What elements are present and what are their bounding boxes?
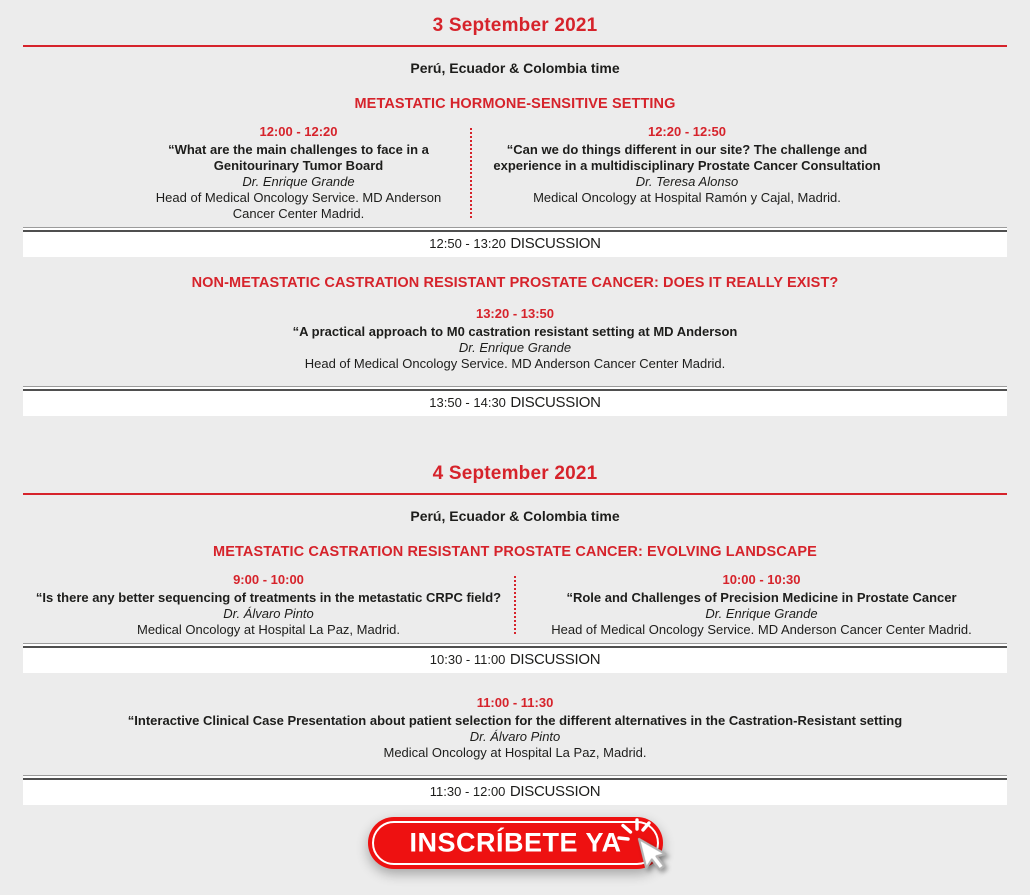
- session-time: 9:00 - 10:00: [233, 572, 304, 587]
- session-title: “A practical approach to M0 castration resistant setting at MD Anderson: [292, 324, 738, 339]
- day-1-section-2-heading: NON-METASTATIC CASTRATION RESISTANT PROSTATE CANCER: DOES IT REALLY EXIST?: [191, 275, 839, 291]
- register-button[interactable]: [368, 817, 663, 869]
- session-affiliation: Medical Oncology at Hospital La Paz, Madrid.: [136, 622, 400, 637]
- discussion-label: DISCUSSION: [510, 394, 601, 411]
- session-affiliation: Medical Oncology at Hospital Ramón y Cajal, Madrid.: [533, 190, 841, 205]
- day-1-section-1-heading: METASTATIC HORMONE-SENSITIVE SETTING: [354, 96, 676, 112]
- discussion-band: [23, 227, 1007, 257]
- session-affiliation: Head of Medical Oncology Service. MD Anderson Cancer Center Madrid.: [304, 356, 726, 371]
- session-card: [65, 306, 965, 372]
- session-speaker: Dr. Enrique Grande: [458, 340, 572, 355]
- day-2-section-1-heading: METASTATIC CASTRATION RESISTANT PROSTATE CANCER: EVOLVING LANDSCAPE: [213, 544, 817, 560]
- session-affiliation: Medical Oncology at Hospital La Paz, Madrid.: [383, 745, 647, 760]
- session-title: “Role and Challenges of Precision Medicine in Prostate Cancer: [566, 590, 957, 605]
- session-title: “Interactive Clinical Case Presentation about patient selection for the different alternatives in the Castration-Resistant setting: [127, 713, 903, 728]
- register-button-label: INSCRÍBETE YA: [409, 827, 622, 858]
- session-card: [472, 124, 902, 206]
- session-time: 11:00 - 11:30: [476, 695, 554, 710]
- session-time: 10:00 - 10:30: [722, 572, 801, 587]
- discussion-time: 10:30 - 11:00: [429, 652, 506, 667]
- session-card: [516, 572, 1007, 638]
- day-2-timezone: Perú, Ecuador & Colombia time: [410, 508, 620, 524]
- click-burst-icon: [619, 820, 649, 839]
- day-2-date-heading: 4 September 2021: [432, 463, 598, 484]
- discussion-label: DISCUSSION: [509, 783, 601, 800]
- discussion-time: 13:50 - 14:30: [429, 395, 506, 410]
- session-speaker: Dr. Enrique Grande: [242, 174, 355, 189]
- day-1-timezone: Perú, Ecuador & Colombia time: [410, 60, 620, 76]
- session-time: 12:00 - 12:20: [259, 124, 338, 139]
- discussion-band: [23, 386, 1007, 416]
- session-time: 12:20 - 12:50: [647, 124, 727, 139]
- discussion-time: 12:50 - 13:20: [429, 236, 506, 251]
- discussion-label: DISCUSSION: [510, 235, 601, 252]
- cursor-click-icon: [613, 819, 679, 895]
- discussion-band: [23, 775, 1007, 805]
- session-title: “Can we do things different in our site? The challenge and experience in a multidisciplinary Prostate Cancer Consultation: [493, 142, 881, 173]
- day-1-session-row: [23, 124, 1007, 222]
- session-affiliation: Head of Medical Oncology Service. MD Anderson Cancer Center Madrid.: [155, 190, 442, 221]
- session-speaker: Dr. Enrique Grande: [705, 606, 818, 621]
- day-1-red-rule: [23, 45, 1007, 47]
- arrow-pointer-icon: [639, 834, 669, 873]
- day-2-red-rule: [23, 493, 1007, 495]
- session-speaker: Dr. Álvaro Pinto: [223, 606, 314, 621]
- session-speaker: Dr. Álvaro Pinto: [469, 729, 561, 744]
- session-title: “Is there any better sequencing of treatments in the metastatic CRPC field?: [35, 590, 502, 605]
- discussion-band: [23, 643, 1007, 673]
- session-affiliation: Head of Medical Oncology Service. MD Anderson Cancer Center Madrid.: [551, 622, 972, 637]
- day-1-date-heading: 3 September 2021: [432, 15, 598, 36]
- day-2: [0, 464, 1030, 805]
- session-speaker: Dr. Teresa Alonso: [635, 174, 739, 189]
- session-card: [23, 572, 514, 638]
- session-time: 13:20 - 13:50: [475, 306, 555, 321]
- day-2-session-row: [23, 572, 1007, 638]
- session-card: [23, 124, 470, 222]
- session-card: [65, 695, 965, 761]
- day-1: [0, 16, 1030, 416]
- discussion-time: 11:30 - 12:00: [429, 784, 506, 799]
- discussion-label: DISCUSSION: [509, 651, 601, 668]
- session-title: “What are the main challenges to face in a Genitourinary Tumor Board: [168, 142, 429, 173]
